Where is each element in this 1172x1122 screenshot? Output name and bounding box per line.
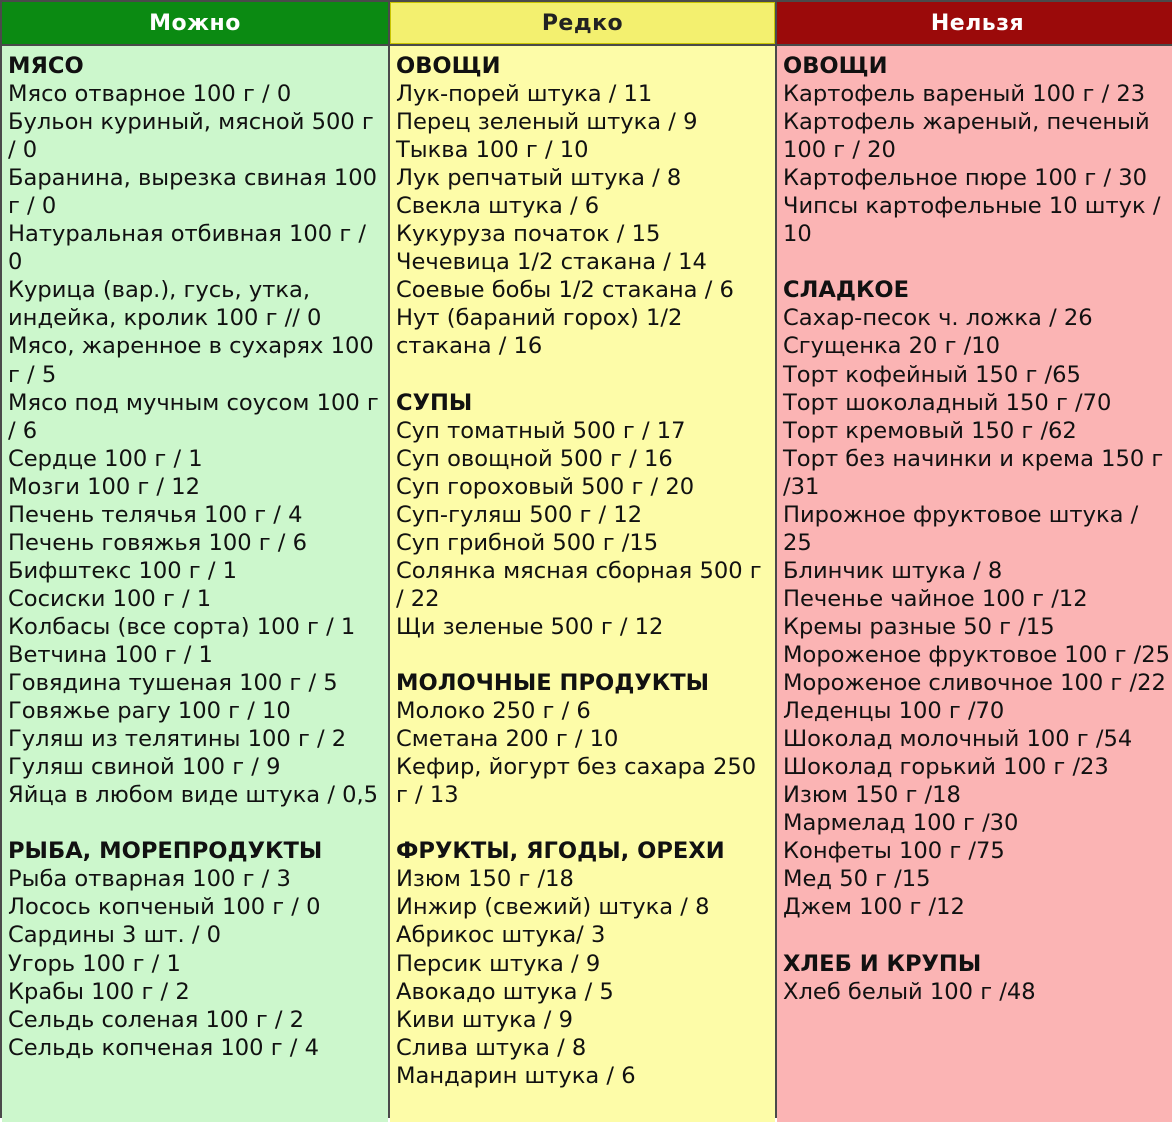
section-title: МЯСО: [8, 53, 84, 79]
food-item: Мармелад 100 г /30: [783, 810, 1019, 837]
section-title: ОВОЩИ: [783, 53, 888, 79]
food-item: Мясо под мучным соусом 100 г / 6: [8, 389, 379, 444]
food-item: Шоколад молочный 100 г /54: [783, 726, 1133, 753]
food-item: Суп-гуляш 500 г / 12: [396, 501, 643, 528]
food-item: Сахар-песок ч. ложка / 26: [783, 305, 1093, 332]
food-item: Сардины 3 шт. / 0: [8, 922, 221, 949]
food-item: Натуральная отбивная 100 г / 0: [8, 221, 366, 276]
food-item: Говядина тушеная 100 г / 5: [8, 670, 338, 697]
food-item: Говяжье рагу 100 г / 10: [8, 698, 291, 725]
food-section: [396, 837, 771, 1089]
food-item: Ветчина 100 г / 1: [8, 641, 213, 668]
food-item: Кремы разные 50 г /15: [783, 613, 1055, 640]
food-item: Суп гороховый 500 г / 20: [396, 473, 695, 500]
column-rarely: [390, 46, 775, 1122]
food-item: Перец зеленый штука / 9: [396, 109, 698, 136]
food-item: Конфеты 100 г /75: [783, 838, 1005, 865]
food-item: Мясо, жаренное в сухарях 100 г / 5: [8, 333, 374, 388]
food-item: Нут (бараний горох) 1/2 стакана / 16: [396, 305, 683, 360]
food-section: [8, 52, 384, 809]
food-item: Леденцы 100 г /70: [783, 698, 1005, 725]
food-item: Суп овощной 500 г / 16: [396, 445, 673, 472]
food-item: Картофельное пюре 100 г / 30: [783, 165, 1147, 192]
food-item: Мандарин штука / 6: [396, 1062, 636, 1089]
food-section: [396, 389, 771, 641]
food-item: Сердце 100 г / 1: [8, 445, 203, 472]
food-item: Тыква 100 г / 10: [396, 137, 589, 164]
food-item: Абрикос штука/ 3: [396, 922, 606, 949]
food-item: Торт кофейный 150 г /65: [783, 361, 1081, 388]
column-allowed: [2, 46, 388, 1122]
food-item: Колбасы (все сорта) 100 г / 1: [8, 613, 356, 640]
food-item: Пирожное фруктовое штука / 25: [783, 501, 1139, 556]
food-section: [8, 837, 384, 1061]
header-allowed: Можно: [2, 2, 388, 44]
section-title: СЛАДКОЕ: [783, 277, 910, 304]
food-section: [396, 52, 771, 361]
food-section: [783, 276, 1172, 921]
food-item: Яйца в любом виде штука / 0,5: [8, 782, 379, 809]
food-item: Картофель жареный, печеный 100 г / 20: [783, 109, 1150, 164]
food-item: Суп томатный 500 г / 17: [396, 417, 686, 444]
food-item: Кукуруза початок / 15: [396, 221, 661, 248]
food-item: Торт кремовый 150 г /62: [783, 417, 1077, 444]
food-item: Торт без начинки и крема 150 г /31: [783, 445, 1164, 500]
food-item: Сгущенка 20 г /10: [783, 333, 1000, 360]
food-item: Слива штука / 8: [396, 1034, 587, 1061]
food-item: Шоколад горький 100 г /23: [783, 754, 1109, 781]
food-item: Изюм 150 г /18: [396, 866, 574, 893]
food-item: Персик штука / 9: [396, 950, 601, 977]
food-item: Мозги 100 г / 12: [8, 473, 200, 500]
food-item: Картофель вареный 100 г / 23: [783, 81, 1146, 108]
food-item: Курица (вар.), гусь, утка, индейка, кролик 100 г // 0: [8, 277, 322, 332]
food-item: Чипсы картофельные 10 штук / 10: [783, 193, 1161, 248]
food-item: Бульон куриный, мясной 500 г / 0: [8, 109, 374, 164]
food-item: Сосиски 100 г / 1: [8, 585, 212, 612]
food-item: Мясо отварное 100 г / 0: [8, 81, 292, 108]
food-item: Мед 50 г /15: [783, 866, 931, 893]
food-item: Инжир (свежий) штука / 8: [396, 894, 710, 921]
food-item: Гуляш свиной 100 г / 9: [8, 754, 281, 781]
column-forbidden: [777, 46, 1172, 1122]
food-item: Печенье чайное 100 г /12: [783, 585, 1088, 612]
food-item: Баранина, вырезка свиная 100 г / 0: [8, 165, 377, 220]
food-item: Кефир, йогурт без сахара 250 г / 13: [396, 754, 757, 809]
food-item: Блинчик штука / 8: [783, 557, 1003, 584]
food-item: Хлеб белый 100 г /48: [783, 978, 1036, 1005]
food-item: Свекла штука / 6: [396, 193, 600, 220]
food-item: Угорь 100 г / 1: [8, 950, 181, 977]
section-title: ФРУКТЫ, ЯГОДЫ, ОРЕХИ: [396, 838, 725, 865]
food-item: Молоко 250 г / 6: [396, 698, 591, 725]
food-item: Киви штука / 9: [396, 1006, 573, 1033]
food-item: Сельдь копченая 100 г / 4: [8, 1034, 319, 1061]
food-item: Соевые бобы 1/2 стакана / 6: [396, 277, 734, 304]
food-item: Лук-порей штука / 11: [396, 81, 653, 108]
food-item: Щи зеленые 500 г / 12: [396, 613, 664, 640]
food-item: Авокадо штука / 5: [396, 978, 614, 1005]
section-title: СУПЫ: [396, 389, 473, 416]
food-item: Суп грибной 500 г /15: [396, 529, 659, 556]
food-item: Сметана 200 г / 10: [396, 726, 619, 753]
food-item: Рыба отварная 100 г / 3: [8, 866, 291, 893]
food-item: Лосось копченый 100 г / 0: [8, 894, 321, 921]
food-section: [396, 669, 771, 809]
food-item: Бифштекс 100 г / 1: [8, 557, 238, 584]
food-item: Печень говяжья 100 г / 6: [8, 529, 307, 556]
food-item: Джем 100 г /12: [783, 894, 965, 921]
food-section: [783, 52, 1172, 248]
section-title: МОЛОЧНЫЕ ПРОДУКТЫ: [396, 670, 710, 697]
food-item: Гуляш из телятины 100 г / 2: [8, 726, 347, 753]
food-item: Крабы 100 г / 2: [8, 978, 190, 1005]
header-rarely: Редко: [390, 2, 775, 44]
food-item: Сельдь соленая 100 г / 2: [8, 1006, 305, 1033]
food-item: Лук репчатый штука / 8: [396, 165, 682, 192]
section-title: ХЛЕБ И КРУПЫ: [783, 950, 982, 977]
food-item: Изюм 150 г /18: [783, 782, 961, 809]
food-item: Чечевица 1/2 стакана / 14: [396, 249, 707, 276]
header-forbidden: Нельзя: [777, 2, 1172, 44]
food-item: Торт шоколадный 150 г /70: [783, 389, 1112, 416]
section-title: РЫБА, МОРЕПРОДУКТЫ: [8, 838, 323, 865]
food-item: Мороженое фруктовое 100 г /25: [783, 641, 1171, 668]
food-item: Солянка мясная сборная 500 г / 22: [396, 557, 762, 612]
food-item: Мороженое сливочное 100 г /22: [783, 670, 1166, 697]
food-item: Печень телячья 100 г / 4: [8, 501, 303, 528]
section-title: ОВОЩИ: [396, 53, 501, 79]
food-section: [783, 950, 1172, 1006]
